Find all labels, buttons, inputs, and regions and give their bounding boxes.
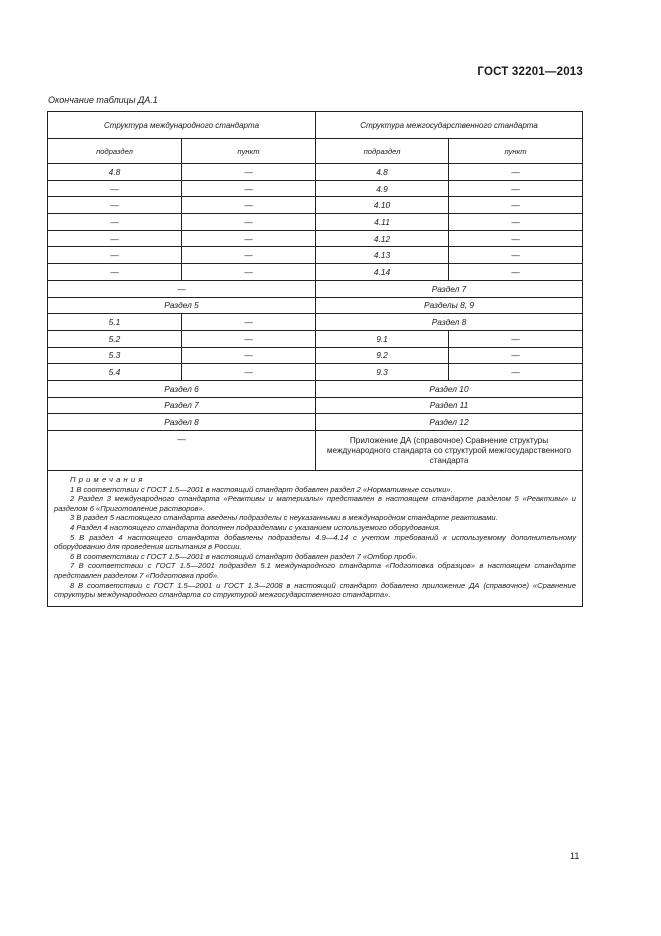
note-item: 7 В соответствии с ГОСТ 1.5—2001 подраздел 5.1 международного стандарта «Подготовка образцов» в настоящем стандарте представлен разделом 7 «Подготовка проб». — [54, 561, 577, 580]
table-cell: — — [182, 330, 316, 347]
table-cell: — — [48, 431, 316, 471]
table-cell: — — [48, 230, 182, 247]
note-item: 2 Раздел 3 международного стандарта «Реактивы и материалы» представлен в настоящем стандарте разделом 5 «Реактивы» и разделом 6 «Приготовление растворов». — [54, 494, 577, 513]
table-row — [48, 180, 583, 197]
table-cell: — — [48, 280, 316, 297]
table-cell: 4.11 — [316, 214, 449, 231]
table-cell: — — [449, 364, 583, 381]
header-international: Структура международного стандарта — [48, 112, 316, 139]
table-row — [48, 314, 583, 331]
table-row — [48, 347, 583, 364]
subheader-cell: подраздел — [316, 139, 449, 164]
table-cell: Раздел 8 — [316, 314, 583, 331]
table-cell: — — [449, 230, 583, 247]
table-cell: Раздел 12 — [316, 414, 583, 431]
table-cell: — — [48, 197, 182, 214]
table-cell: — — [449, 164, 583, 181]
table-row — [48, 214, 583, 231]
notes-block — [48, 471, 583, 607]
table-cell: 4.9 — [316, 180, 449, 197]
table-cell: — — [182, 214, 316, 231]
table-row — [48, 414, 583, 431]
table-cell: — — [48, 214, 182, 231]
table-cell: — — [182, 230, 316, 247]
note-item: 3 В раздел 5 настоящего стандарта введены подразделы с неуказанными в международном стандарте реактивами. — [70, 513, 498, 523]
table-cell: Раздел 6 — [48, 380, 316, 397]
table-cell: — — [182, 314, 316, 331]
table-cell: — — [449, 247, 583, 264]
table-cell: 9.3 — [316, 364, 449, 381]
note-item: 5 В раздел 4 настоящего стандарта добавлены подразделы 4.9—4.14 с учетом требований к используемому дополнительному оборудованию для проведения испытания в России. — [54, 532, 577, 552]
subheader-cell: пункт — [449, 139, 583, 164]
table-cell: Раздел 10 — [316, 380, 583, 397]
table-header-row — [48, 112, 583, 139]
table-cell: 9.2 — [316, 347, 449, 364]
notes-title: Примечания — [70, 475, 146, 484]
table-cell: 4.14 — [316, 264, 449, 281]
table-cell: Раздел 7 — [48, 397, 316, 414]
table-cell: — — [449, 197, 583, 214]
table-cell: — — [182, 347, 316, 364]
page-number: 11 — [570, 851, 580, 861]
note-item: 6 В соответствии с ГОСТ 1.5—2001 в настоящий стандарт добавлен раздел 7 «Отбор проб». — [70, 551, 418, 561]
table-row — [48, 280, 583, 297]
document-code: ГОСТ 32201—2013 — [477, 66, 583, 78]
table-cell: 5.2 — [48, 330, 182, 347]
table-cell: 4.8 — [48, 164, 182, 181]
table-row — [48, 431, 583, 471]
table-cell: — — [449, 180, 583, 197]
table-cell: — — [449, 347, 583, 364]
table-cell: Раздел 7 — [316, 280, 583, 297]
table-cell: — — [182, 197, 316, 214]
table-cell: — — [449, 330, 583, 347]
header-interstate: Структура межгосударственного стандарта — [316, 112, 583, 139]
table-cell: — — [182, 264, 316, 281]
table-cell: Раздел 8 — [48, 414, 316, 431]
table-cell: — — [48, 180, 182, 197]
table-subheader-row — [48, 139, 583, 164]
table-row — [48, 397, 583, 414]
table-row — [48, 364, 583, 381]
table-row — [48, 330, 583, 347]
table-row — [48, 264, 583, 281]
subheader-cell: подраздел — [48, 139, 182, 164]
table-cell: — — [182, 364, 316, 381]
table-cell: 4.8 — [316, 164, 449, 181]
table-cell: 4.12 — [316, 230, 449, 247]
subheader-cell: пункт — [182, 139, 316, 164]
table-caption: Окончание таблицы ДА.1 — [48, 95, 158, 105]
table-cell: 5.4 — [48, 364, 182, 381]
table-cell: — — [449, 214, 583, 231]
table-cell: — — [182, 180, 316, 197]
table-row — [48, 164, 583, 181]
table-row — [48, 380, 583, 397]
table-cell: — — [182, 247, 316, 264]
table-cell: Разделы 8, 9 — [316, 297, 583, 314]
table-row — [48, 297, 583, 314]
table-cell: 5.3 — [48, 347, 182, 364]
table-cell: Раздел 11 — [316, 397, 583, 414]
table-cell: — — [48, 247, 182, 264]
appendix-cell: Приложение ДА (справочное) Сравнение структуры международного стандарта со структурой межгосударственного стандарта — [316, 431, 583, 471]
table-cell: 4.10 — [316, 197, 449, 214]
note-item: 8 В соответствии с ГОСТ 1.5—2001 и ГОСТ 1.3—2008 в настоящий стандарт добавлено приложение ДА (справочное) «Сравнение структуры международного стандарта со структурой межгосударственного стандарта». — [54, 580, 577, 600]
table-row — [48, 230, 583, 247]
comparison-table — [47, 111, 583, 607]
table-cell: 5.1 — [48, 314, 182, 331]
table-cell: 4.13 — [316, 247, 449, 264]
note-item: 1 В соответствии с ГОСТ 1.5—2001 в настоящий стандарт добавлен раздел 2 «Нормативные ссылки». — [70, 484, 453, 494]
table-cell: 9.1 — [316, 330, 449, 347]
table-row — [48, 247, 583, 264]
table-cell: — — [182, 164, 316, 181]
note-item: 4 Раздел 4 настоящего стандарта дополнен подразделами с указанием используемого оборудования. — [70, 522, 441, 532]
notes-row — [48, 471, 583, 607]
table-row — [48, 197, 583, 214]
table-cell: — — [449, 264, 583, 281]
table-cell: Раздел 5 — [48, 297, 316, 314]
table-cell: — — [48, 264, 182, 281]
